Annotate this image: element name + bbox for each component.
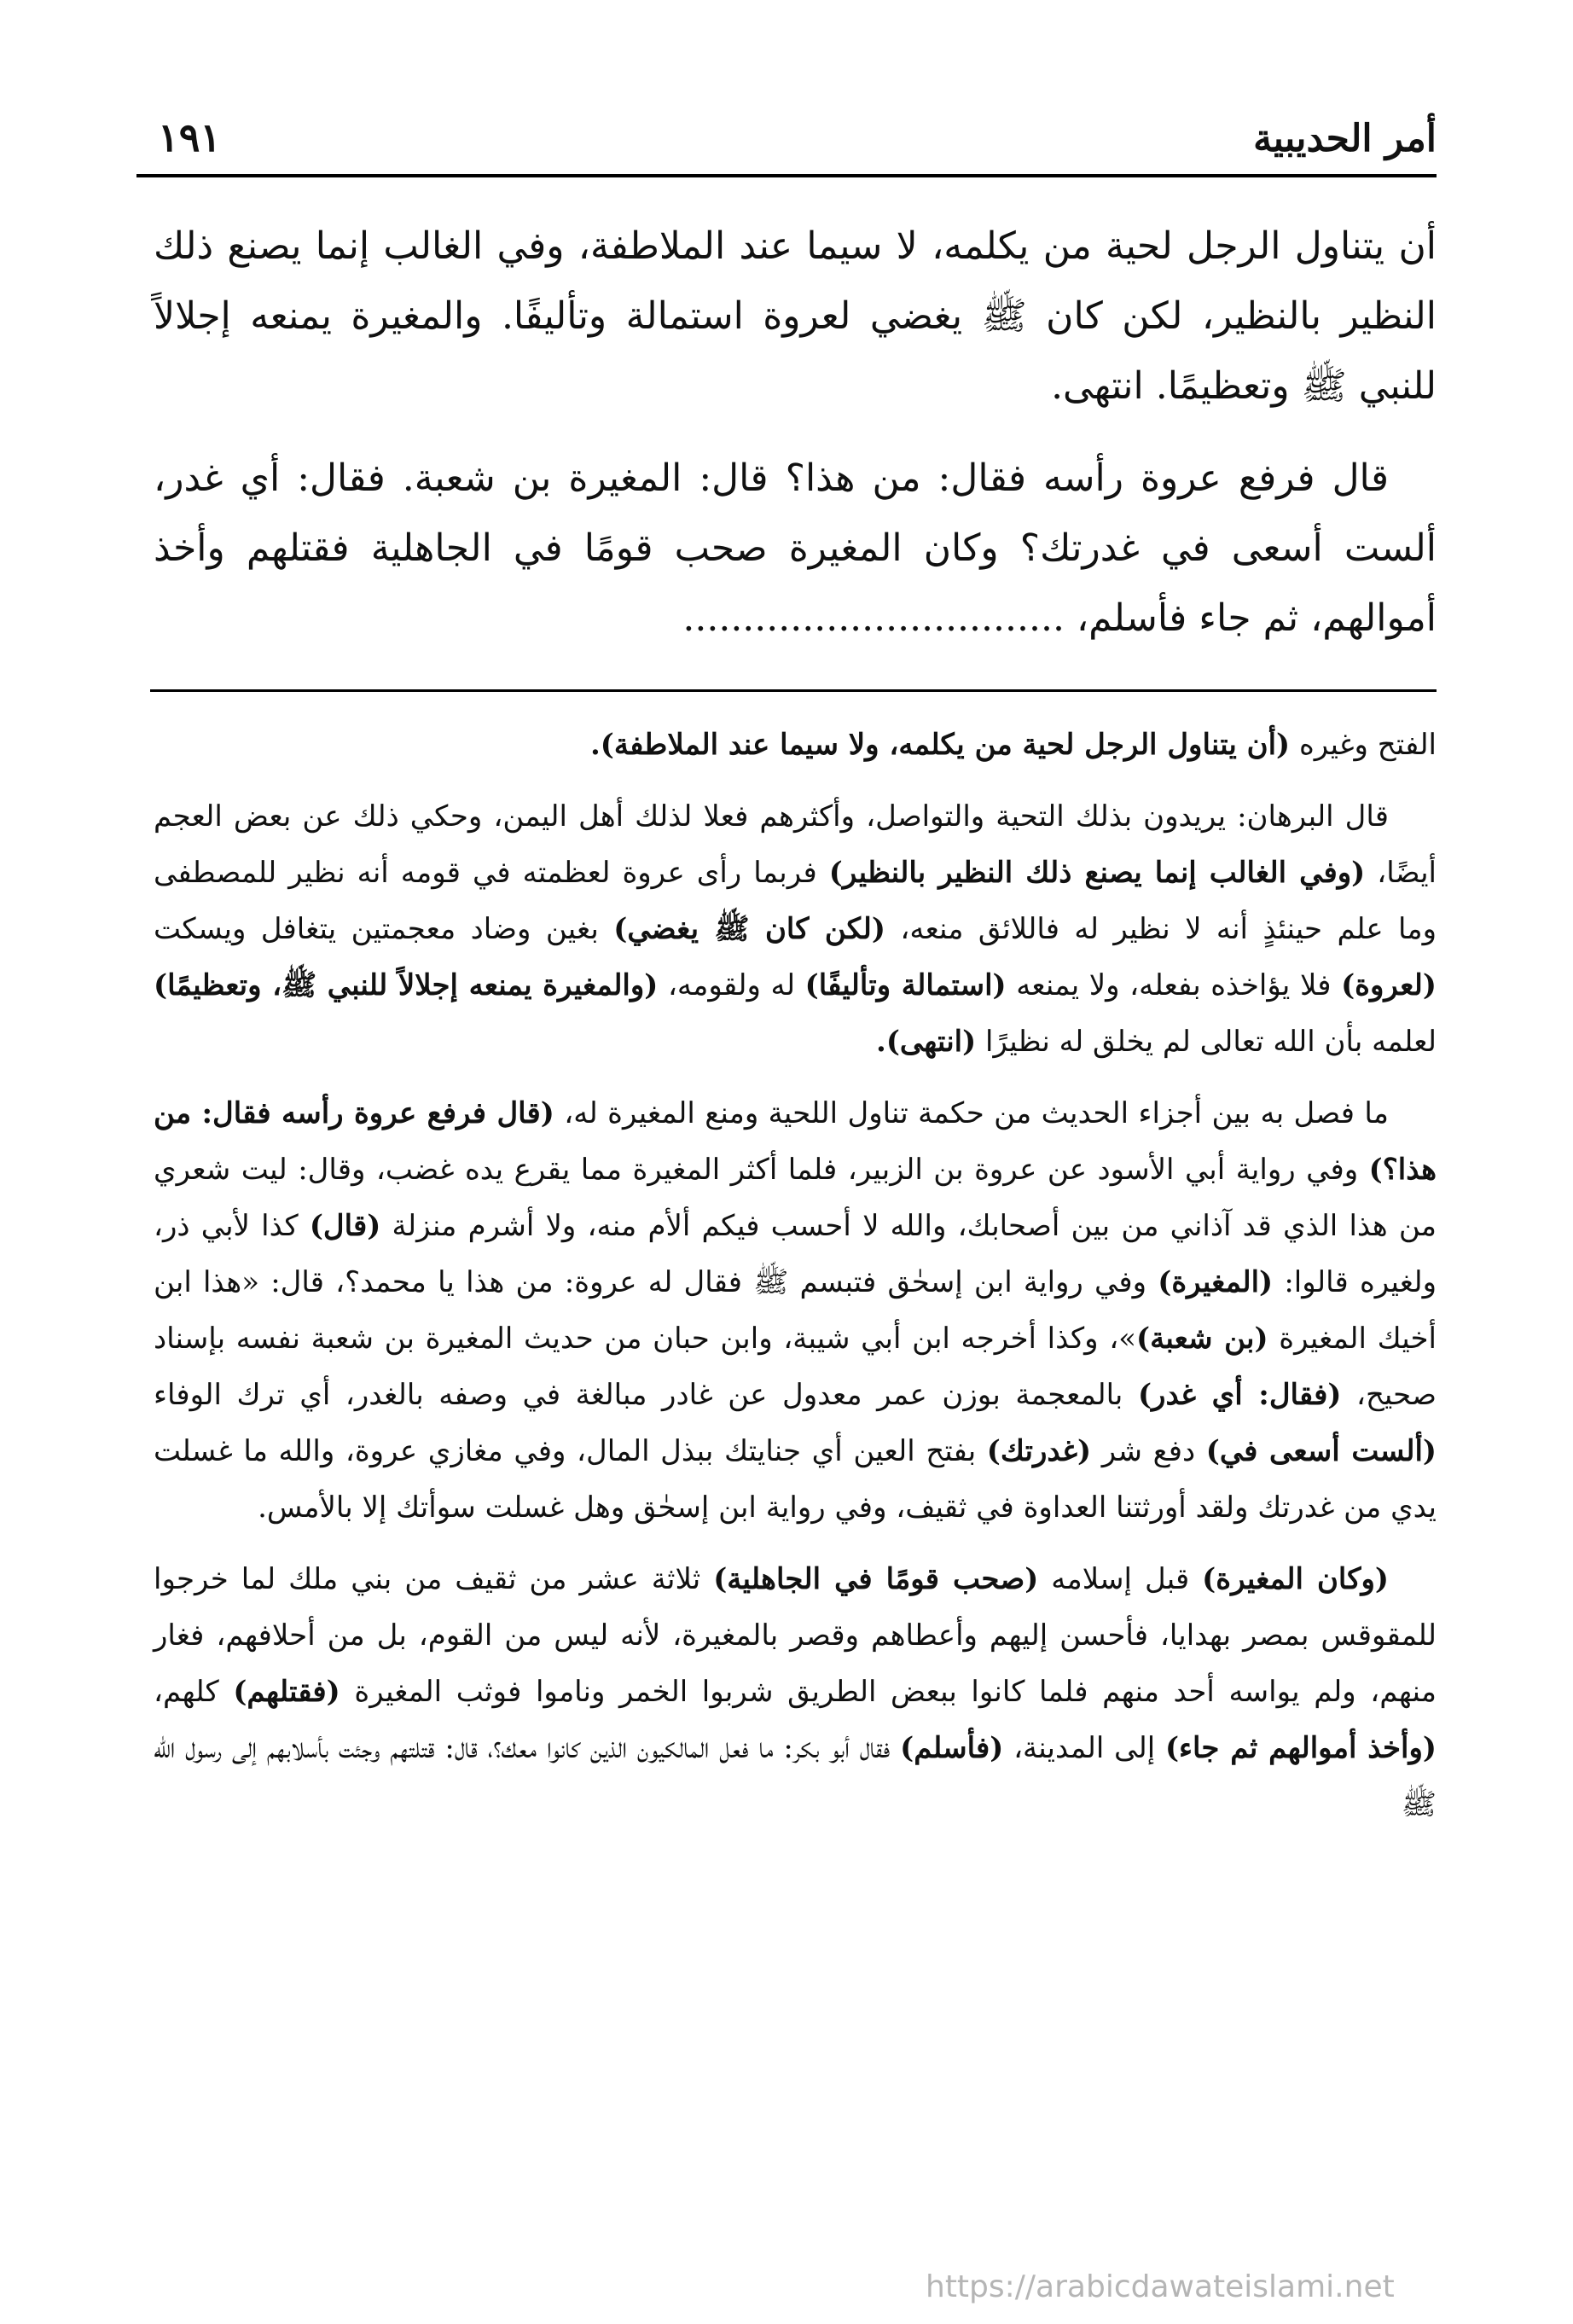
quoted-matn: (صحب قومًا في الجاهلية) [713,1562,1039,1596]
commentary-paragraph [154,788,1437,1070]
quoted-matn: (لعروة) [1341,968,1437,1002]
commentary-text-run: وفي رواية ابن إسحٰق فتبسم ﷺ فقال له عروة: من هذا يا محمد؟، قال: «هذا ابن أخيك المغيرة [154,1265,1437,1356]
commentary-text-run: كلهم، [154,1675,234,1709]
commentary-text-run: فقال أبو بكر: ما فعل المالكيون الذين كانوا معك؟، قال: قتلتهم وجئت بأسلابهم إلى رسول الله ﷺ [154,1731,1437,1821]
chapter-title: أمر الحديبية [1253,117,1437,160]
commentary-text-run: لعلمه بأن الله تعالى لم يخلق له نظيرًا [976,1025,1437,1059]
main-paragraph-text: أن يتناول الرجل لحية من يكلمه، لا سيما عند الملاطفة، وفي الغالب إنما يصنع ذلك النظير بالنظير، لكن كان ﷺ يغضي لعروة استمالة وتأليفًا. والمغيرة يمنعه إجلالاً للنبي ﷺ وتعظيمًا. انتهى. [154,224,1437,408]
quoted-matn: (وفي الغالب إنما يصنع ذلك النظير بالنظير) [828,856,1366,890]
quoted-matn: (انتهى). [876,1025,977,1059]
quoted-matn: (لكن كان ﷺ يغضي) [613,912,885,946]
quoted-matn: (فقتلهم) [233,1675,340,1709]
commentary-divider [150,689,1437,692]
commentary-text-run: دفع شر [1091,1434,1206,1468]
main-text [154,212,1437,654]
quoted-matn: (فأسلم) [900,1731,1004,1765]
quoted-matn: (والمغيرة يمنعه إجلالاً للنبي ﷺ، وتعظيمًا) [154,968,659,1002]
quoted-matn: (فقال: أي غدر) [1137,1378,1342,1412]
commentary-paragraph [154,1551,1437,1833]
page-number: ١٩١ [158,114,222,160]
commentary-text-run: الفتح وغيره [1290,728,1437,762]
website-watermark: https://arabicdawateislami.net [926,2269,1395,2304]
main-paragraph [154,444,1437,654]
commentary-text-run: إلى المدينة، [1003,1731,1165,1765]
quoted-matn: (بن شعبة) [1136,1322,1268,1356]
commentary-text-run: وفي رواية أبي الأسود عن عروة بن الزبير، فلما أكثر المغيرة مما يقرع يده غضب، وقال: ليت شعري من هذا الذي قد آذاني من بين أصحابك، والله لا أحسب فيكم ألأم منه، ولا أشرم منزلة [154,1153,1437,1243]
commentary-paragraph [154,1085,1437,1536]
commentary-text-run: فربما رأى عروة لعظمته في قومه أنه نظير للمصطفى وما علم حينئذٍ أنه لا نظير له فاللائق منعه، [154,856,1437,946]
quoted-matn: (غدرتك) [986,1434,1092,1468]
commentary-text-run: بغين وضاد معجمتين يتغافل ويسكت [154,912,614,946]
quoted-matn: (وكان المغيرة) [1202,1562,1389,1596]
quoted-matn: (أن يتناول الرجل لحية من يكلمه، ولا سيما عند الملاطفة). [589,728,1291,762]
commentary-paragraph [154,717,1437,773]
commentary-text-run: كذا لأبي ذر، ولغيره قالوا: [154,1209,1437,1299]
commentary-text-run: ثلاثة عشر من ثقيف من بني ملك لما خرجوا للمقوقس بمصر بهدايا، فأحسن إليهم وأعطاهم وقصر بالمغيرة، لأنه ليس من القوم، بل من أحلافهم، فغار منهم، ولم يواسه أحد منهم فلما كانوا ببعض الطريق شربوا الخمر وناموا فوثب المغيرة [154,1562,1437,1709]
quoted-matn: (قال فرفع عروة رأسه فقال: من هذا؟) [154,1096,1437,1187]
page-header [158,101,1437,160]
commentary-text-run: له ولقومه، [658,968,805,1002]
commentary-text-run: قبل إسلامه [1038,1562,1203,1596]
quoted-matn: (استمالة وتأليفًا) [804,968,1007,1002]
commentary-text-run: فلا يؤاخذه بفعله، ولا يمنعه [1006,968,1342,1002]
commentary-text-run: بفتح العين أي جنايتك ببذل المال، وفي مغازي عروة، والله ما غسلت يدي من غدرتك ولقد أورثتنا العداوة في ثقيف، وفي رواية ابن إسحٰق وهل غسلت سوأتك إلا بالأمس. [154,1434,1437,1525]
commentary-text-run: بالمعجمة بوزن عمر معدول عن غادر مبالغة في وصفه بالغدر، أي ترك الوفاء [154,1378,1138,1412]
quoted-matn: (قال) [309,1209,381,1243]
commentary-text-run: »، وكذا أخرجه ابن أبي شيبة، وابن حبان من حديث المغيرة بن شعبة نفسه بإسناد صحيح، [154,1322,1437,1412]
commentary-text [154,717,1437,1833]
commentary-text-run: ما فصل به بين أجزاء الحديث من حكمة تناول اللحية ومنع المغيرة له، [554,1096,1389,1130]
header-divider [136,174,1437,177]
continuation-dots: ................................ [682,596,1065,640]
main-paragraph-text: قال فرفع عروة رأسه فقال: من هذا؟ قال: المغيرة بن شعبة. فقال: أي غدر، ألست أسعى في غدرتك؟ وكان المغيرة صحب قومًا في الجاهلية فقتلهم وأخذ أموالهم، ثم جاء فأسلم، [154,456,1437,640]
quoted-matn: (ألست أسعى في) [1205,1434,1437,1468]
main-paragraph [154,212,1437,421]
quoted-matn: (المغيرة) [1158,1265,1274,1299]
quoted-matn: (وأخذ أموالهم ثم جاء) [1164,1731,1437,1765]
commentary-text-run: قال البرهان: يريدون بذلك التحية والتواصل، وأكثرهم فعلا لذلك أهل اليمن، وحكي ذلك عن بعض العجم أيضًا، [154,799,1437,890]
